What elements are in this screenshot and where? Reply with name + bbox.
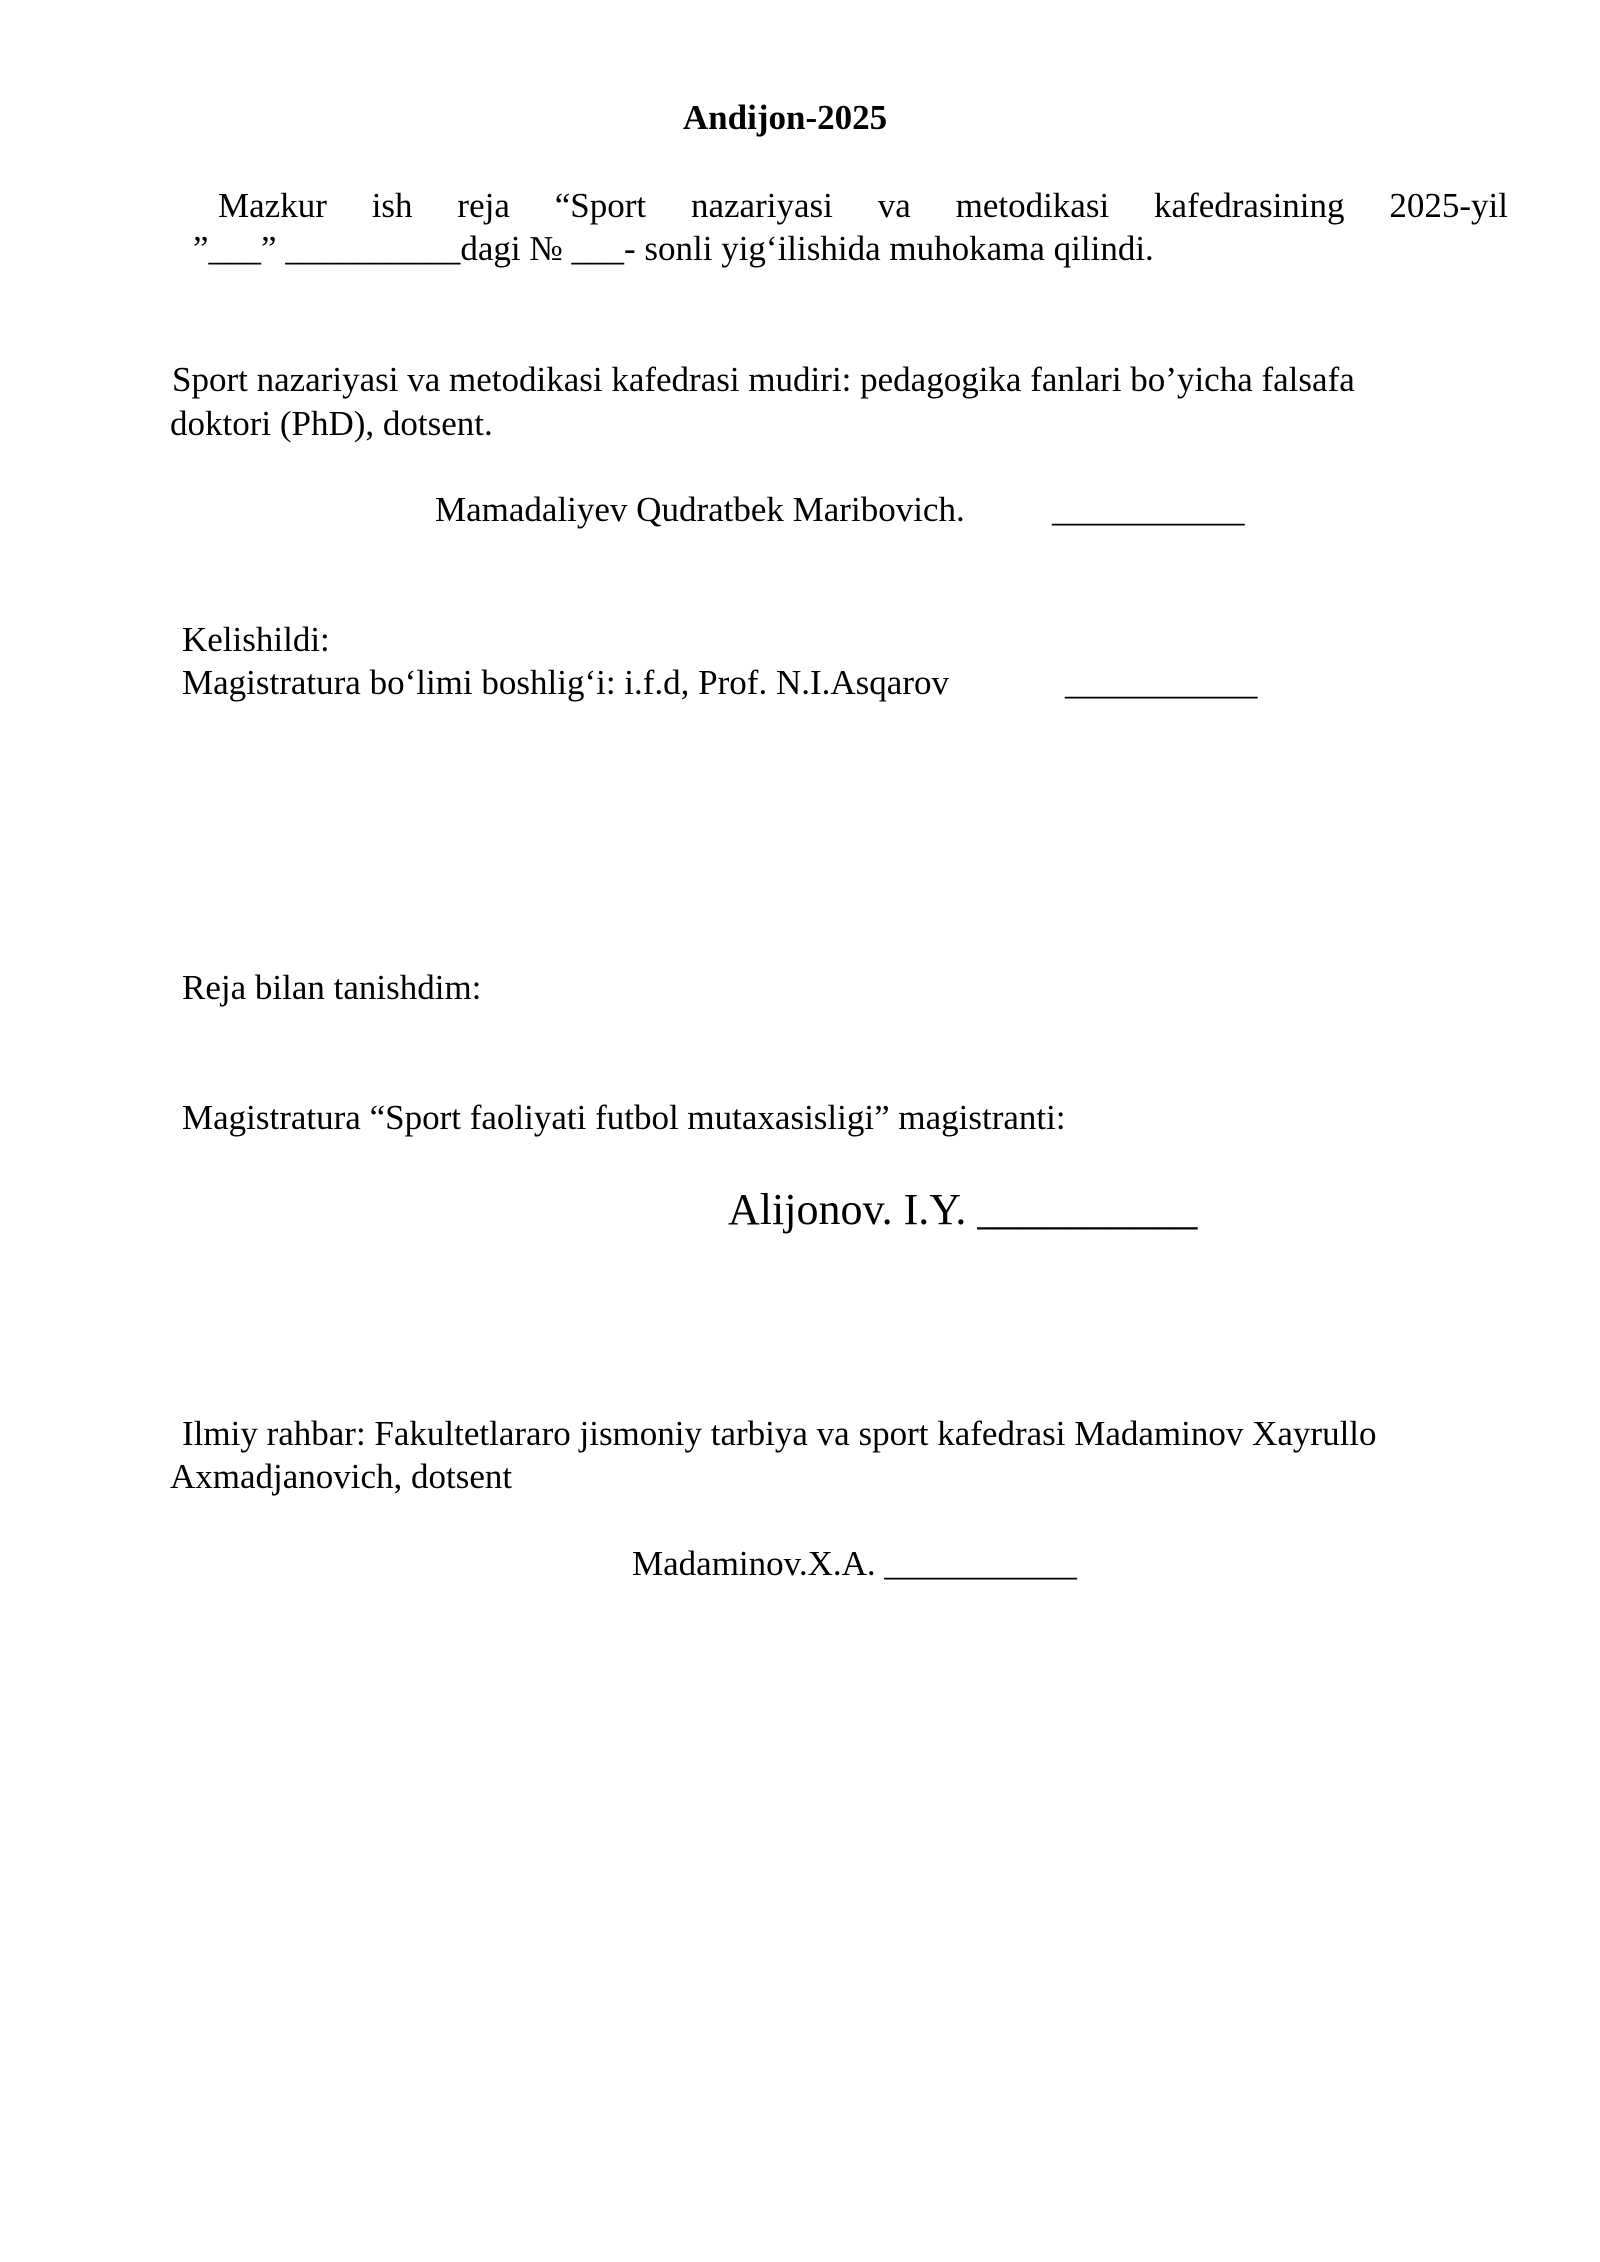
student-text: Magistratura “Sport faoliyati futbol mutaxasisligi” magistranti: <box>182 1098 1066 1137</box>
agreed-label: Kelishildi: <box>182 620 330 659</box>
head-line-2: doktori (PhD), dotsent. <box>170 404 493 443</box>
advisor-signature: Madaminov.X.A. ___________ <box>632 1544 1077 1583</box>
document-title: Andijon-2025 <box>682 98 888 137</box>
agreed-signature-line: ___________ <box>1065 663 1258 702</box>
head-signature-line: ___________ <box>1052 490 1245 529</box>
advisor-line-1: Ilmiy rahbar: Fakultetlararo jismoniy tarbiya va sport kafedrasi Madaminov Xayrullo <box>182 1414 1377 1453</box>
intro-line-2: ”___” __________dagi № ___- sonli yig‘ilishida muhokama qilindi. <box>193 229 1154 268</box>
advisor-line-2: Axmadjanovich, dotsent <box>170 1457 513 1496</box>
student-signature: Alijonov. I.Y. __________ <box>728 1185 1198 1234</box>
intro-line-1: Mazkur ish reja “Sport nazariyasi va metodikasi kafedrasining 2025-yil <box>218 186 1508 225</box>
head-line-1: Sport nazariyasi va metodikasi kafedrasi mudiri: pedagogika fanlari bo’yicha falsafa <box>172 360 1355 399</box>
head-signature-name: Mamadaliyev Qudratbek Maribovich. <box>435 490 965 529</box>
agreed-text: Magistratura bo‘limi boshlig‘i: i.f.d, Prof. N.I.Asqarov <box>182 663 949 702</box>
acquainted-label: Reja bilan tanishdim: <box>182 968 482 1007</box>
